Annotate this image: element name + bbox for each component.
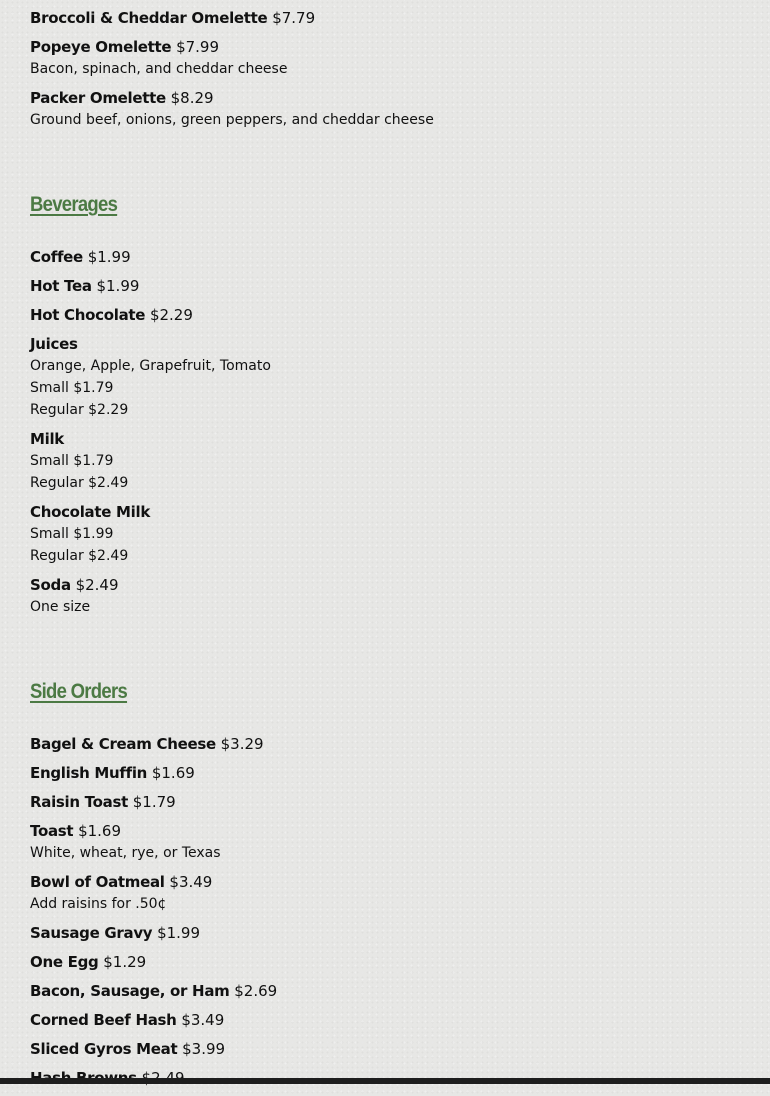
menu-item — [30, 1038, 750, 1060]
menu-item — [30, 304, 750, 326]
menu-item — [30, 762, 750, 784]
menu-item-title — [30, 1009, 750, 1031]
heading-spacer — [30, 221, 750, 246]
beverages-list — [30, 246, 750, 618]
menu-item — [30, 428, 750, 494]
side-orders-section-header — [30, 678, 750, 708]
menu-item-title — [30, 871, 750, 893]
menu-item-title — [30, 762, 750, 784]
menu-item-title — [30, 922, 750, 944]
menu-item-title — [30, 275, 750, 297]
menu-item-price: $3.99 — [182, 1040, 226, 1058]
menu-item-name: Juices — [30, 335, 78, 353]
beverages-heading[interactable]: Beverages — [30, 193, 118, 216]
menu-item-price: $1.69 — [151, 764, 195, 782]
menu-item-name: Raisin Toast — [30, 793, 128, 811]
menu-item-detail: White, wheat, rye, or Texas — [30, 845, 221, 861]
menu-item-title — [30, 246, 750, 268]
menu-item-name: Hot Chocolate — [30, 306, 146, 324]
menu-item-name: Toast — [30, 822, 74, 840]
menu-item-price: $1.99 — [157, 924, 201, 942]
menu-item-price: $1.29 — [103, 953, 147, 971]
menu-item-detail: One size — [30, 599, 91, 615]
menu-item-detail: Ground beef, onions, green peppers, and cheddar cheese — [30, 112, 434, 128]
menu-item-detail: Small $1.79 — [30, 380, 114, 396]
menu-item-price: $2.69 — [234, 982, 278, 1000]
menu-item-price: $7.79 — [272, 9, 316, 27]
menu-item — [30, 246, 750, 268]
omelettes-list — [30, 0, 750, 131]
menu-item-name: Bowl of Oatmeal — [30, 873, 165, 891]
menu-item-title — [30, 791, 750, 813]
menu-item-detail: Orange, Apple, Grapefruit, Tomato — [30, 358, 271, 374]
menu-item-price: $1.99 — [96, 277, 140, 295]
menu-item-price: $3.49 — [181, 1011, 225, 1029]
menu-item — [30, 951, 750, 973]
menu-item-detail: Regular $2.49 — [30, 475, 129, 491]
footer-bar — [0, 1078, 770, 1084]
menu-item — [30, 87, 750, 131]
section-spacer — [30, 138, 750, 191]
menu-item-title — [30, 951, 750, 973]
menu-item-title — [30, 304, 750, 326]
menu-item-title — [30, 820, 750, 842]
menu-item-price: $1.99 — [87, 248, 131, 266]
menu-item-title — [30, 428, 750, 450]
menu-item-name: Hot Tea — [30, 277, 92, 295]
menu-item-price: $3.49 — [169, 873, 213, 891]
menu-item-title — [30, 733, 750, 755]
menu-item-name: Broccoli & Cheddar Omelette — [30, 9, 268, 27]
menu-item-name: Bagel & Cream Cheese — [30, 735, 216, 753]
menu-item-detail: Add raisins for .50¢ — [30, 896, 167, 912]
menu-item-detail: Small $1.99 — [30, 526, 114, 542]
menu-item-price: $8.29 — [170, 89, 214, 107]
menu-item — [30, 820, 750, 864]
menu-item — [30, 333, 750, 421]
menu-item-name: Sliced Gyros Meat — [30, 1040, 178, 1058]
beverages-section-header — [30, 191, 750, 221]
menu-item-title — [30, 501, 750, 523]
menu-item-price: $2.29 — [149, 306, 193, 324]
menu-item — [30, 275, 750, 297]
side-orders-list — [30, 733, 750, 1089]
menu-item-name: Popeye Omelette — [30, 38, 172, 56]
menu-item-name: Coffee — [30, 248, 83, 266]
menu-item — [30, 7, 750, 29]
menu-item-name: Sausage Gravy — [30, 924, 153, 942]
menu-item — [30, 922, 750, 944]
menu-item-name: One Egg — [30, 953, 99, 971]
menu-item-title — [30, 36, 750, 58]
menu-item-price: $7.99 — [176, 38, 220, 56]
menu-item-name: Bacon, Sausage, or Ham — [30, 982, 230, 1000]
menu-item — [30, 871, 750, 915]
menu-content — [30, 0, 750, 1096]
section-spacer — [30, 625, 750, 678]
heading-spacer — [30, 708, 750, 733]
menu-item-detail: Small $1.79 — [30, 453, 114, 469]
menu-item-title — [30, 333, 750, 355]
menu-item-title — [30, 87, 750, 109]
menu-item — [30, 1009, 750, 1031]
menu-item-detail: Regular $2.29 — [30, 402, 129, 418]
menu-item — [30, 733, 750, 755]
menu-item — [30, 791, 750, 813]
menu-item-price: $1.69 — [78, 822, 122, 840]
menu-item-name: Milk — [30, 430, 64, 448]
menu-item — [30, 501, 750, 567]
menu-item-name: Packer Omelette — [30, 89, 166, 107]
menu-item-price: $1.79 — [132, 793, 176, 811]
menu-item-name: Corned Beef Hash — [30, 1011, 177, 1029]
menu-item — [30, 574, 750, 618]
menu-item — [30, 36, 750, 80]
menu-item-title — [30, 1038, 750, 1060]
side-orders-heading[interactable]: Side Orders — [30, 680, 128, 703]
menu-item — [30, 980, 750, 1002]
menu-item-detail: Regular $2.49 — [30, 548, 129, 564]
menu-item-name: Soda — [30, 576, 71, 594]
menu-item-title — [30, 7, 750, 29]
menu-item-name: English Muffin — [30, 764, 148, 782]
menu-item-price: $2.49 — [75, 576, 119, 594]
menu-item-price: $3.29 — [220, 735, 264, 753]
menu-item-title — [30, 574, 750, 596]
menu-item-title — [30, 980, 750, 1002]
menu-item-name: Chocolate Milk — [30, 503, 151, 521]
menu-item-detail: Bacon, spinach, and cheddar cheese — [30, 61, 288, 77]
